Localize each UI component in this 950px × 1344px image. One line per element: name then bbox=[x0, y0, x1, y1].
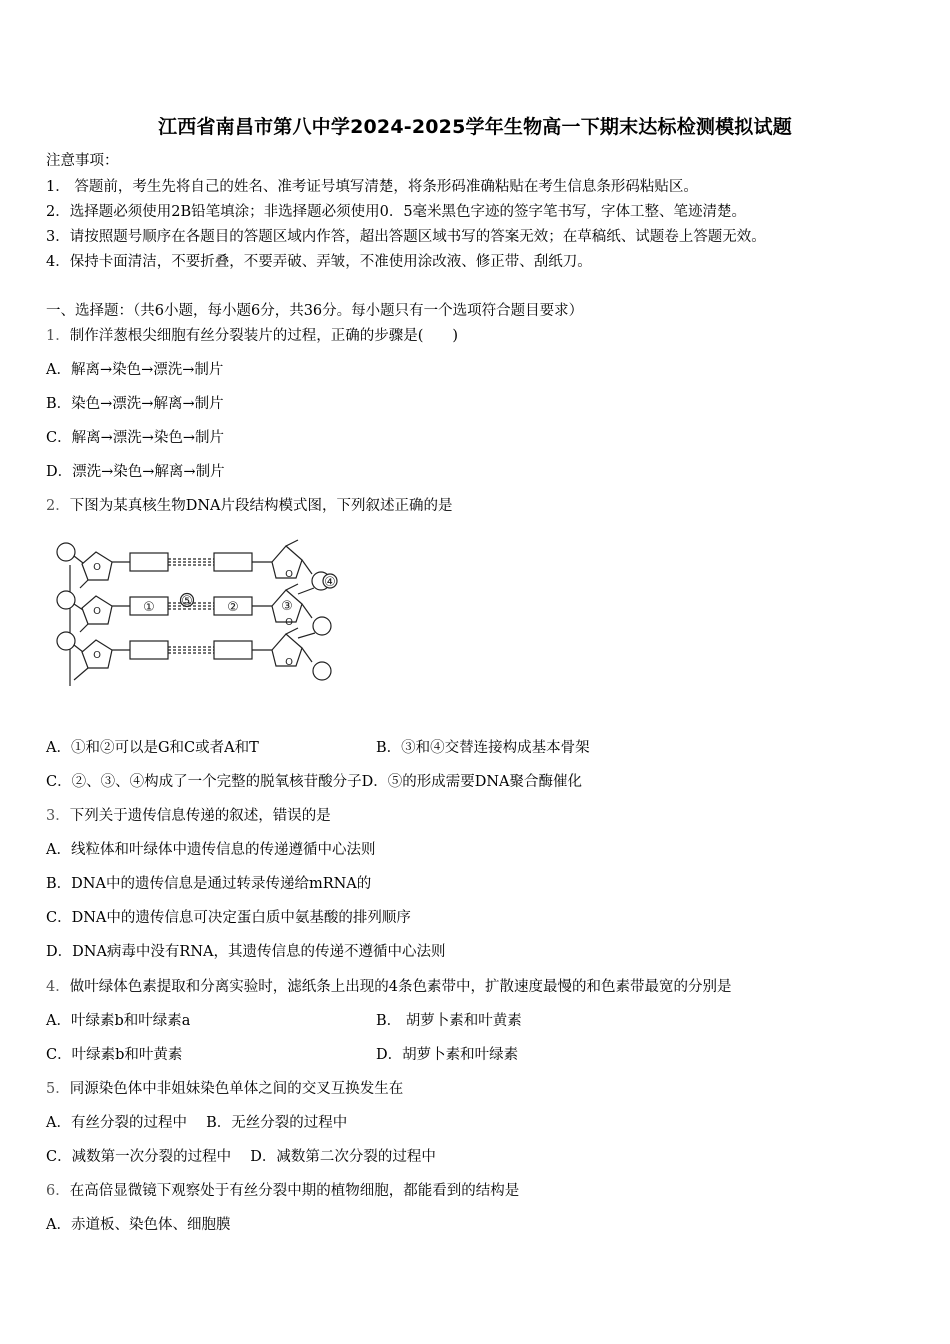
question-3 bbox=[46, 806, 331, 826]
dna-structure-diagram bbox=[50, 538, 350, 688]
left-phosphate bbox=[57, 543, 75, 561]
left-phosphate bbox=[57, 591, 75, 609]
q5-option-a-b bbox=[46, 1113, 347, 1133]
left-base bbox=[130, 641, 168, 659]
question-stem: 下列关于遗传信息传递的叙述，错误的是 bbox=[69, 808, 331, 824]
q5-option-a: A．有丝分裂的过程中 bbox=[46, 1115, 187, 1131]
question-2 bbox=[46, 496, 453, 516]
q2-option-a: A．①和②可以是G和C或者A和T bbox=[46, 740, 259, 756]
question-number: 4． bbox=[46, 979, 70, 995]
page-title: 江西省南昌市第八中学2024-2025学年生物高一下期末达标检测模拟试题 bbox=[158, 116, 792, 138]
q3-option-c: C．DNA中的遗传信息可决定蛋白质中氨基酸的排列顺序 bbox=[46, 910, 411, 926]
right-base bbox=[214, 553, 252, 571]
q5-option-c: C．减数第一次分裂的过程中 bbox=[46, 1149, 232, 1165]
left-phosphate bbox=[57, 632, 75, 650]
q3-option-b: B．DNA中的遗传信息是通过转录传递给mRNA的 bbox=[46, 876, 372, 892]
section-heading: 一、选择题：（共6小题，每小题6分，共36分。每小题只有一个选项符合题目要求） bbox=[46, 303, 584, 319]
q2-option-c-d bbox=[46, 772, 582, 792]
question-6 bbox=[46, 1181, 519, 1201]
question-number: 3． bbox=[46, 808, 70, 824]
question-1 bbox=[46, 326, 458, 346]
question-stem: 做叶绿体色素提取和分离实验时，滤纸条上出现的4条色素带中，扩散速度最慢的和色素带最宽的分别是 bbox=[69, 979, 732, 995]
question-stem: 制作洋葱根尖细胞有丝分裂装片的过程，正确的步骤是( ) bbox=[69, 328, 459, 344]
label-3: ③ bbox=[281, 599, 293, 614]
label-2: ② bbox=[227, 600, 239, 615]
question-number: 1． bbox=[46, 328, 70, 344]
sugar-o-label: O bbox=[285, 617, 293, 628]
right-phosphate bbox=[313, 662, 331, 680]
question-number: 6． bbox=[46, 1183, 70, 1199]
q1-option-b: B．染色→漂洗→解离→制片 bbox=[46, 396, 224, 412]
q3-option-a: A．线粒体和叶绿体中遗传信息的传递遵循中心法则 bbox=[46, 842, 376, 858]
notes-header: 注意事项： bbox=[46, 153, 119, 169]
left-base bbox=[130, 553, 168, 571]
note-item-1: 1． 答题前，考生先将自己的姓名、准考证号填写清楚，将条形码准确粘贴在考生信息条形码粘贴区。 bbox=[46, 179, 698, 195]
question-stem: 下图为某真核生物DNA片段结构模式图，下列叙述正确的是 bbox=[69, 498, 453, 514]
q1-option-a: A．解离→染色→漂洗→制片 bbox=[46, 362, 224, 378]
question-number: 2． bbox=[46, 498, 70, 514]
q1-option-d: D．漂洗→染色→解离→制片 bbox=[46, 464, 225, 480]
question-5 bbox=[46, 1079, 403, 1099]
sugar-o-label: O bbox=[285, 657, 293, 668]
question-number: 5． bbox=[46, 1081, 70, 1097]
q2-option-c: C．②、③、④构成了一个完整的脱氧核苷酸分子 bbox=[46, 774, 362, 790]
q5-option-d: D．减数第二次分裂的过程中 bbox=[250, 1149, 436, 1165]
q1-option-c: C．解离→漂洗→染色→制片 bbox=[46, 430, 225, 446]
q4-option-a: A．叶绿素b和叶绿素a bbox=[46, 1013, 191, 1029]
q5-option-c-d bbox=[46, 1147, 436, 1167]
label-5: ⑤ bbox=[181, 594, 193, 609]
note-item-4: 4．保持卡面清洁，不要折叠，不要弄破、弄皱，不准使用涂改液、修正带、刮纸刀。 bbox=[46, 254, 592, 270]
q3-option-d: D．DNA病毒中没有RNA，其遗传信息的传递不遵循中心法则 bbox=[46, 944, 446, 960]
q2-option-b: B．③和④交替连接构成基本骨架 bbox=[376, 740, 590, 756]
q4-option-d: D．胡萝卜素和叶绿素 bbox=[376, 1047, 519, 1063]
q6-option-a: A．赤道板、染色体、细胞膜 bbox=[46, 1217, 231, 1233]
label-1: ① bbox=[143, 600, 155, 615]
question-4 bbox=[46, 977, 731, 997]
note-item-3: 3．请按照题号顺序在各题目的答题区域内作答，超出答题区域书写的答案无效；在草稿纸、试题卷上答题无效。 bbox=[46, 229, 766, 245]
note-item-2: 2．选择题必须使用2B铅笔填涂；非选择题必须使用0．5毫米黑色字迹的签字笔书写，字体工整、笔迹清楚。 bbox=[46, 204, 747, 220]
sugar-o-label: O bbox=[93, 562, 101, 573]
right-base bbox=[214, 641, 252, 659]
right-phosphate bbox=[313, 617, 331, 635]
label-4: ④ bbox=[324, 575, 336, 590]
q5-option-b: B．无丝分裂的过程中 bbox=[206, 1115, 348, 1131]
sugar-o-label: O bbox=[285, 569, 293, 580]
sugar-o-label: O bbox=[93, 606, 101, 617]
q4-option-b: B． 胡萝卜素和叶黄素 bbox=[376, 1013, 522, 1029]
q4-option-c: C．叶绿素b和叶黄素 bbox=[46, 1047, 183, 1063]
question-stem: 在高倍显微镜下观察处于有丝分裂中期的植物细胞，都能看到的结构是 bbox=[69, 1183, 520, 1199]
q2-option-d: D．⑤的形成需要DNA聚合酶催化 bbox=[361, 774, 583, 790]
question-stem: 同源染色体中非姐妹染色单体之间的交叉互换发生在 bbox=[69, 1081, 404, 1097]
sugar-o-label: O bbox=[93, 650, 101, 661]
